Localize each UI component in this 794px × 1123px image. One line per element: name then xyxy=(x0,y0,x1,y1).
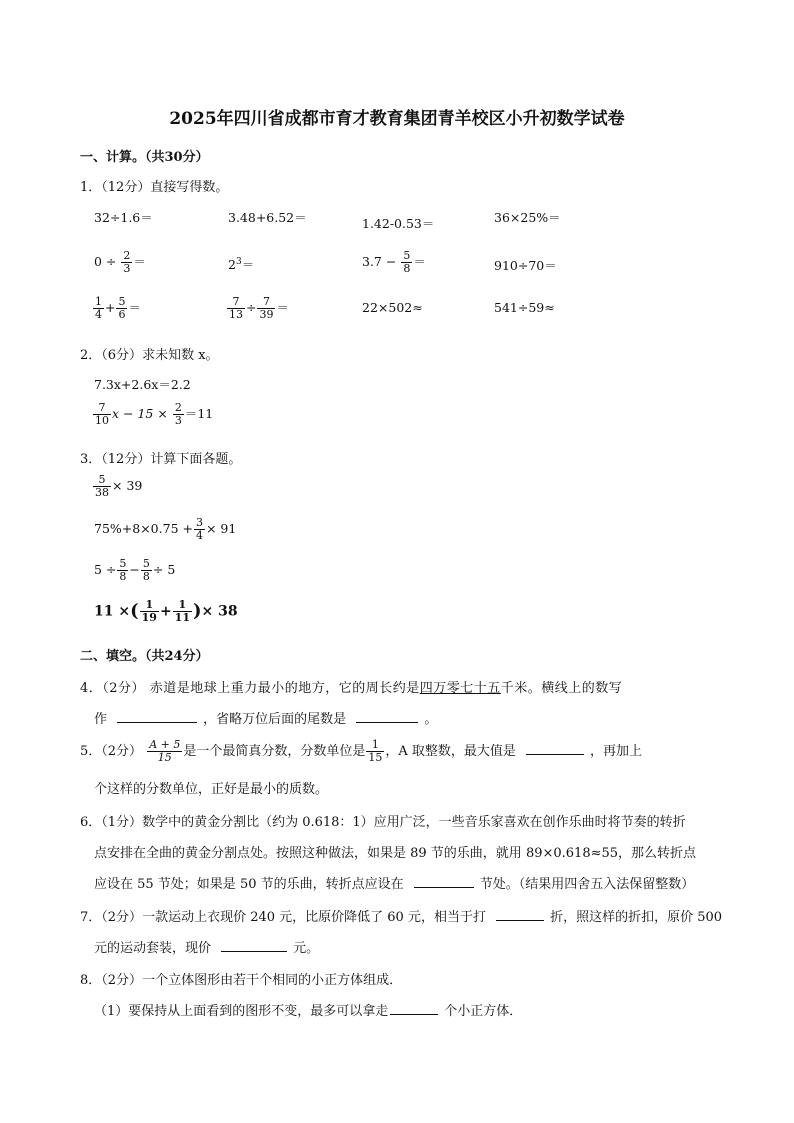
q1-item-5 xyxy=(94,250,146,275)
question-score: （1分） xyxy=(101,815,143,830)
expr-text: ＝11 xyxy=(184,406,214,421)
answer-blank[interactable] xyxy=(496,907,544,921)
question-1 xyxy=(80,176,228,195)
expr-text: 11 × xyxy=(94,603,131,620)
fraction xyxy=(121,250,132,275)
answer-blank[interactable] xyxy=(526,741,584,755)
numerator: 5 xyxy=(403,249,411,262)
q1-item-3: 1.42-0.53＝ xyxy=(362,216,435,231)
fraction xyxy=(116,296,127,321)
question-text: 数学中的黄金分割比（约为 0.618：1）应用广泛，一些音乐家喜欢在创作乐曲时将节奏的转折 xyxy=(142,815,686,830)
q3-expression-3 xyxy=(94,558,175,583)
question-8 xyxy=(80,969,402,988)
question-score: （2分） xyxy=(101,910,143,925)
denominator: 8 xyxy=(119,570,127,583)
denominator: 15 xyxy=(157,751,172,764)
question-text: 节处。（结果用四舍五入法保留整数） xyxy=(479,877,695,892)
expr-text: x − 15 × xyxy=(112,406,168,421)
fraction xyxy=(173,599,192,624)
expr-text: ＝ xyxy=(241,257,255,272)
expr-text: ÷ xyxy=(246,300,257,315)
question-text: 一个立体图形由若干个相同的小正方体组成． xyxy=(142,973,403,988)
underlined-text: 四万零七十五 xyxy=(419,681,501,696)
fraction xyxy=(173,402,184,427)
q1-item-4: 36×25%＝ xyxy=(494,210,561,225)
question-text: 求未知数 x。 xyxy=(142,348,219,363)
expr-text: − xyxy=(129,562,140,577)
fraction xyxy=(140,599,159,624)
question-text: 计算下面各题。 xyxy=(150,452,242,467)
denominator: 15 xyxy=(368,751,383,764)
expr-text: + xyxy=(105,300,116,315)
expr-text: × 38 xyxy=(201,603,238,620)
question-6-line-3 xyxy=(94,873,694,892)
fraction xyxy=(141,558,152,583)
fraction xyxy=(93,402,111,427)
question-number: 8． xyxy=(80,973,102,988)
question-text: 一款运动上衣现价 240 元，比原价降低了 60 元，相当于打 xyxy=(142,910,486,925)
numerator: 3 xyxy=(195,516,203,529)
question-text: 赤道是地球上重力最小的地方，它的周长约是 xyxy=(149,681,420,696)
numerator: 5 xyxy=(118,295,126,308)
q3-expression-2 xyxy=(94,517,236,542)
fraction xyxy=(93,296,104,321)
question-score: （2分） xyxy=(101,744,143,759)
fraction xyxy=(117,558,128,583)
question-5 xyxy=(80,739,642,764)
question-4-line-2 xyxy=(94,708,437,727)
numerator: 1 xyxy=(95,295,102,308)
q1-item-10 xyxy=(226,296,289,321)
q1-item-6 xyxy=(228,255,254,273)
q2-equation-2 xyxy=(92,402,213,427)
q1-item-12: 541÷59≈ xyxy=(494,300,555,315)
question-score: （12分） xyxy=(101,452,151,467)
question-text: 作 xyxy=(94,712,108,727)
question-number: 3． xyxy=(80,452,102,467)
denominator: 3 xyxy=(123,262,131,275)
q1-item-1: 32÷1.6＝ xyxy=(94,210,153,225)
expr-text: ＝ xyxy=(413,254,426,269)
denominator: 4 xyxy=(95,308,102,321)
question-7-line-2 xyxy=(94,937,319,956)
numerator: 5 xyxy=(142,557,150,570)
question-text: 元。 xyxy=(293,941,320,956)
answer-blank[interactable] xyxy=(117,709,197,723)
expr-text: 3.7 − xyxy=(362,254,397,269)
section-heading: 一、计算。（共30分） xyxy=(80,150,209,165)
numerator: 1 xyxy=(140,599,159,612)
question-number: 7． xyxy=(80,910,102,925)
expr-text: 75%+8×0.75 + xyxy=(94,521,193,536)
expr-text: + xyxy=(159,603,172,620)
question-6 xyxy=(80,811,686,830)
q3-expression-4 xyxy=(94,599,238,624)
question-7 xyxy=(80,906,722,925)
denominator: 11 xyxy=(174,611,190,624)
fraction xyxy=(93,474,111,499)
q1-item-9 xyxy=(92,296,141,321)
question-6-line-2: 点安排在全曲的黄金分割点处。按照这种做法，如果是 89 节的乐曲，就用 89×0.618≈55，那么转折点 xyxy=(94,846,697,861)
question-text: 元的运动套装，现价 xyxy=(94,941,212,956)
fraction xyxy=(194,517,205,542)
question-score: （6分） xyxy=(101,348,143,363)
expr-text: 0 ÷ xyxy=(94,254,117,269)
question-score: （2分） xyxy=(101,973,143,988)
expr-text: 5 ÷ xyxy=(94,562,117,577)
question-text: （1）要保持从上面看到的图形不变，最多可以拿走 xyxy=(94,1004,389,1019)
question-text: 直接写得数。 xyxy=(150,180,229,195)
question-text: 千米。横线上的数写 xyxy=(500,681,623,696)
answer-blank[interactable] xyxy=(356,709,418,723)
expr-text: ＝ xyxy=(128,300,141,315)
exponent: 3 xyxy=(235,256,242,267)
answer-blank[interactable] xyxy=(414,874,474,888)
numerator: 1 xyxy=(366,739,384,752)
question-text: 是一个最简真分数，分数单位是 xyxy=(183,744,366,759)
question-score: （2分） xyxy=(102,681,146,696)
section-heading: 二、填空。（共24分） xyxy=(80,649,209,664)
expr-text: ＝ xyxy=(276,300,289,315)
paren-close: ) xyxy=(192,600,202,622)
q2-equation-1: 7.3x+2.6x＝2.2 xyxy=(94,377,191,392)
expr-text: × 91 xyxy=(205,521,237,536)
question-5-line-2: 个这样的分数单位，正好是最小的质数。 xyxy=(94,782,329,797)
question-text: ，A 取整数，最大值是 xyxy=(385,744,516,759)
question-text: 。 xyxy=(424,712,438,727)
q1-item-7 xyxy=(362,250,426,275)
expr-text: × 39 xyxy=(112,478,143,493)
q1-item-11: 22×502≈ xyxy=(362,300,423,315)
numerator: 7 xyxy=(227,296,245,309)
question-number: 2． xyxy=(80,348,102,363)
denominator: 39 xyxy=(259,308,274,321)
denominator: 6 xyxy=(118,308,126,321)
fraction xyxy=(257,296,275,321)
numerator: 7 xyxy=(257,296,275,309)
question-8-sub-1 xyxy=(94,1000,522,1019)
fraction xyxy=(366,739,384,764)
fraction xyxy=(401,250,412,275)
numerator: 5 xyxy=(93,474,111,487)
expr-text: ÷ 5 xyxy=(152,562,176,577)
numerator: 2 xyxy=(174,401,182,414)
question-number: 5． xyxy=(80,744,102,759)
q1-item-8: 910÷70＝ xyxy=(494,258,557,273)
q3-expression-1 xyxy=(92,474,142,499)
fraction xyxy=(227,296,245,321)
paren-open: ( xyxy=(130,600,139,622)
numerator: 2 xyxy=(123,249,131,262)
question-text: 应设在 55 节处；如果是 50 节的乐曲，转折点应设在 xyxy=(94,877,404,892)
answer-blank[interactable] xyxy=(390,1001,438,1015)
denominator: 3 xyxy=(174,414,182,427)
numerator: 7 xyxy=(93,402,111,415)
question-number: 1． xyxy=(80,180,102,195)
expr-text: ＝ xyxy=(133,254,146,269)
question-number: 6． xyxy=(80,815,102,830)
question-text: 折，照这样的折扣，原价 500 xyxy=(550,910,723,925)
question-3 xyxy=(80,448,241,467)
question-text: ，省略万位后面的尾数是 xyxy=(203,712,347,727)
denominator: 19 xyxy=(141,611,157,624)
question-text: ，再加上 xyxy=(590,744,643,759)
q1-item-2: 3.48+6.52＝ xyxy=(228,210,307,225)
answer-blank[interactable] xyxy=(221,938,287,952)
denominator: 8 xyxy=(403,262,411,275)
denominator: 10 xyxy=(95,414,109,427)
numerator: 1 xyxy=(173,599,192,612)
question-number: 4． xyxy=(80,681,103,696)
question-2 xyxy=(80,344,219,363)
question-4 xyxy=(80,677,622,696)
denominator: 8 xyxy=(142,570,150,583)
denominator: 13 xyxy=(229,308,243,321)
denominator: 38 xyxy=(95,486,109,499)
question-text: 个小正方体． xyxy=(444,1004,523,1019)
page-title: 2025年四川省成都市育才教育集团青羊校区小升初数学试卷 xyxy=(169,109,625,129)
expr-text: 2 xyxy=(228,257,236,272)
numerator: A + 5 xyxy=(149,738,181,751)
question-score: （12分） xyxy=(101,180,151,195)
denominator: 4 xyxy=(195,529,203,542)
fraction xyxy=(147,739,182,764)
numerator: 5 xyxy=(119,557,127,570)
